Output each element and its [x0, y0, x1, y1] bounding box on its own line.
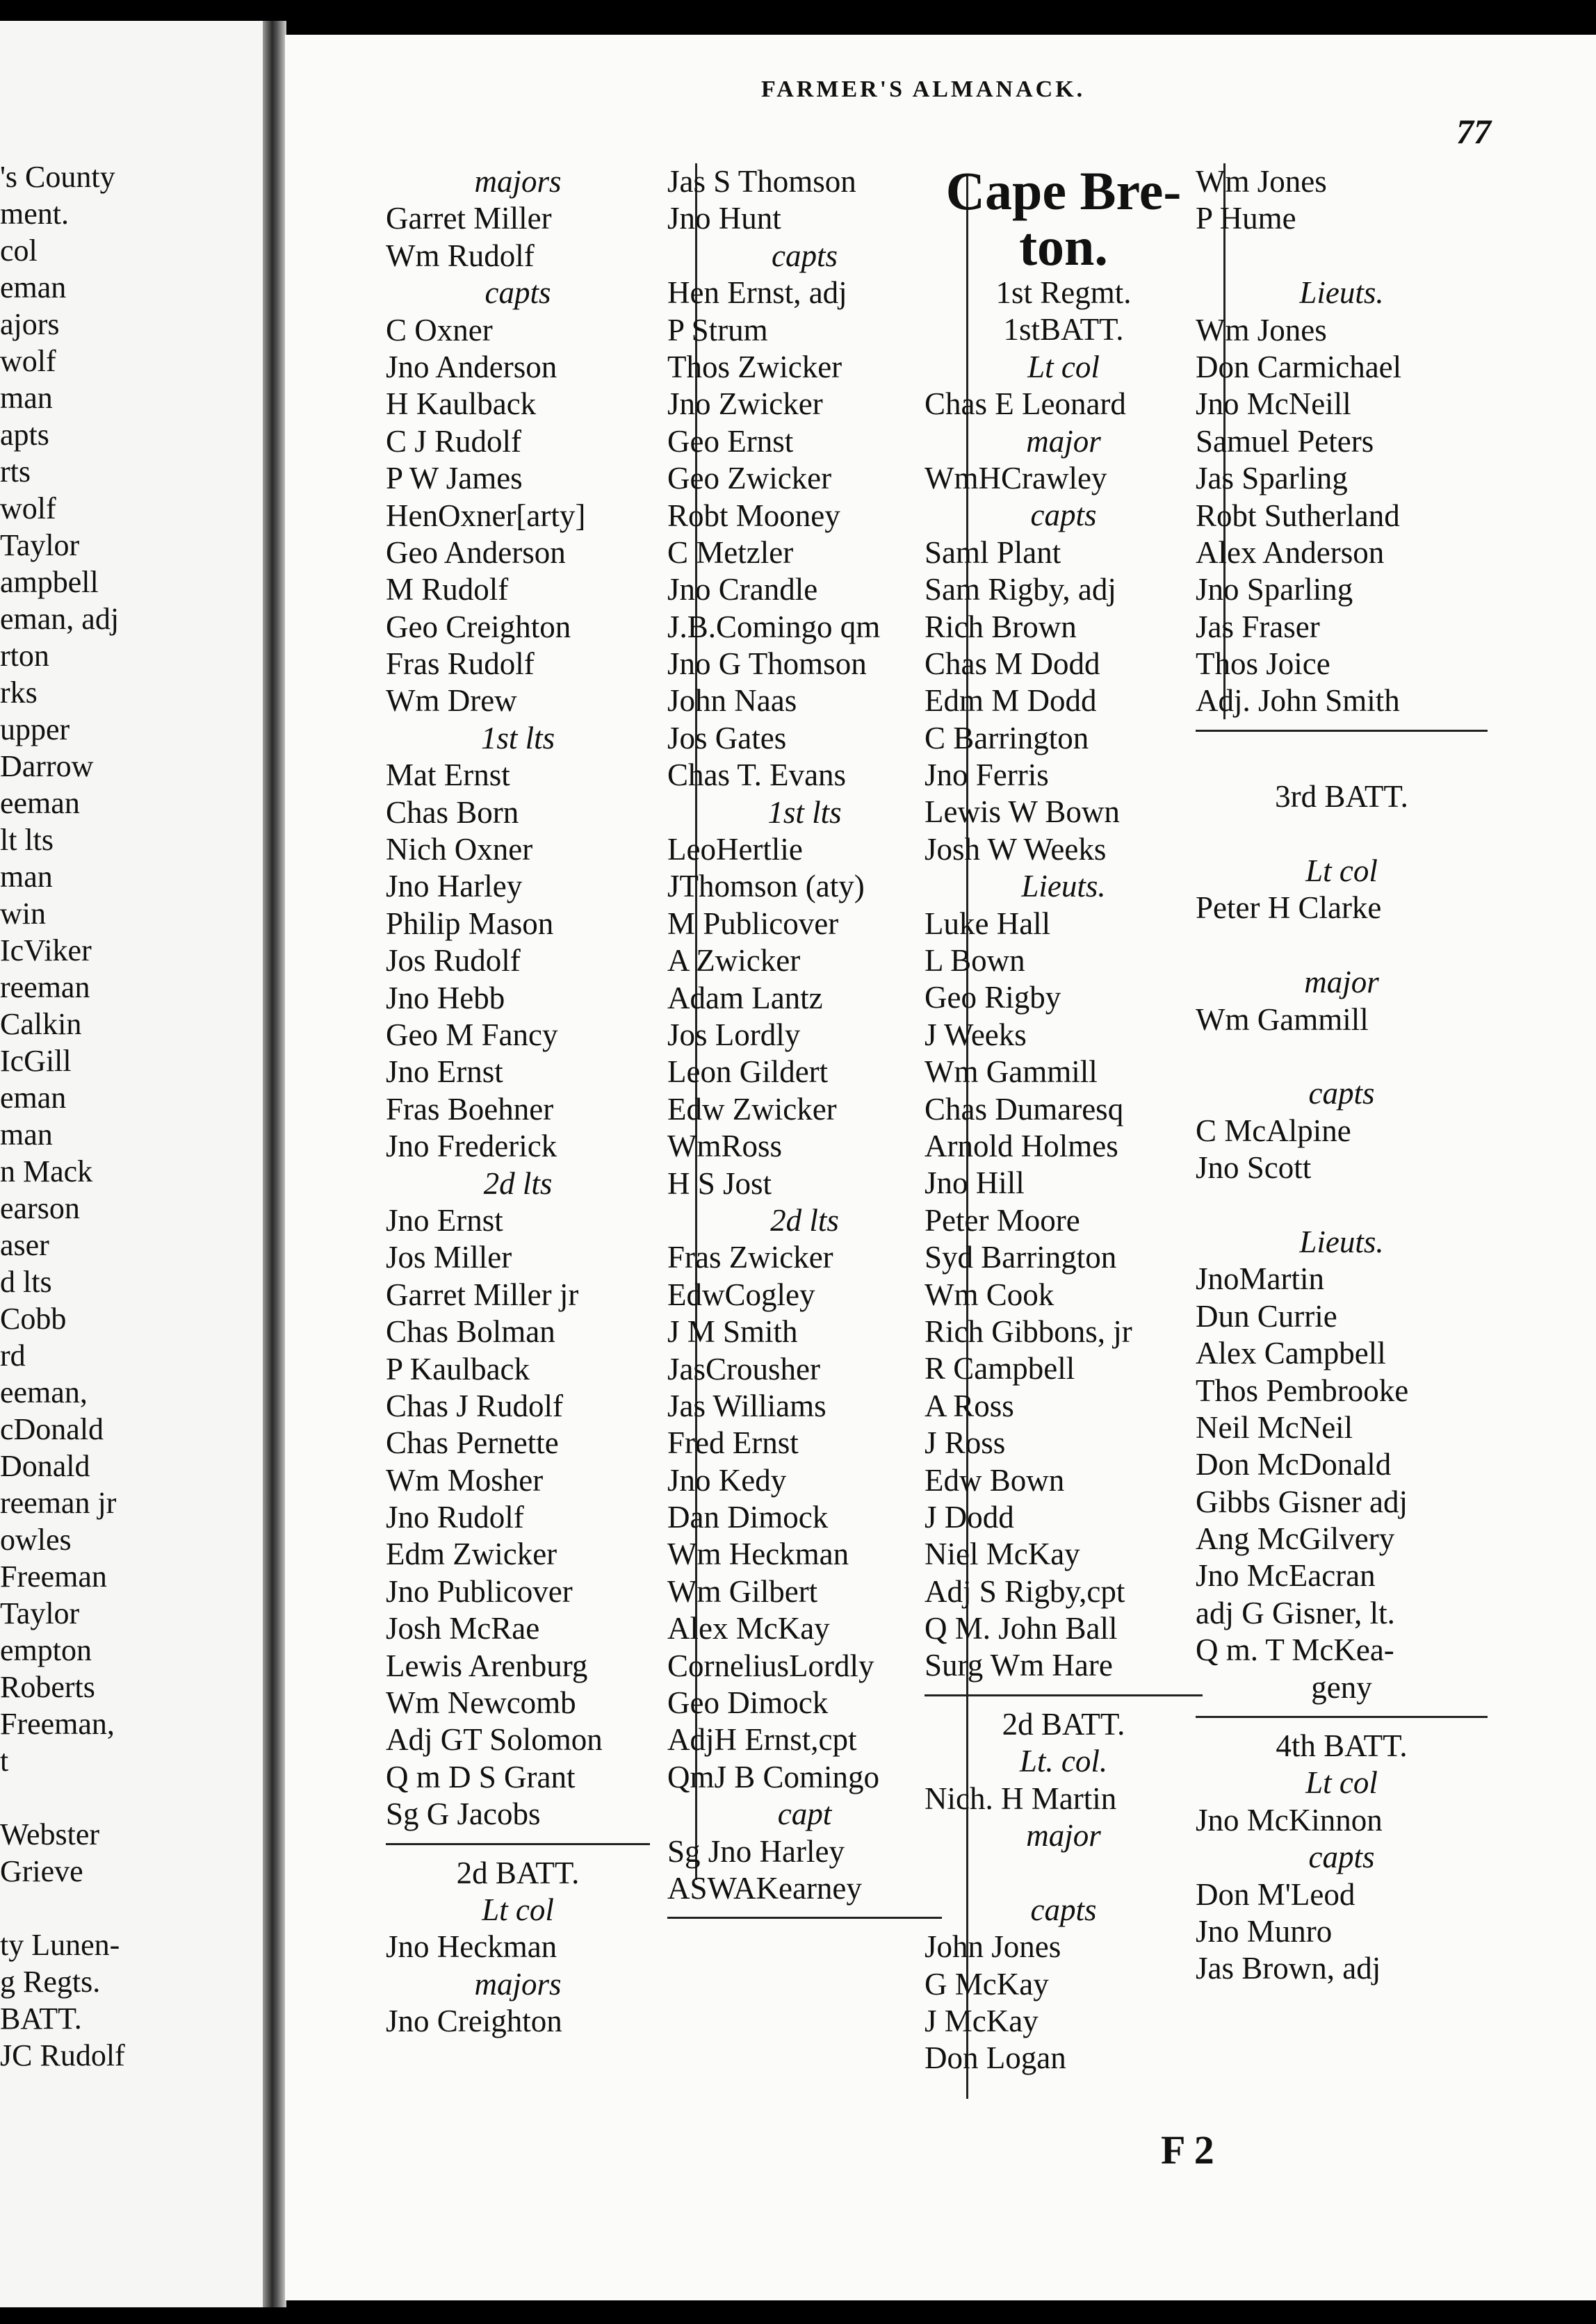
roster-line	[1196, 742, 1488, 778]
roster-line: Cape Bre-	[945, 161, 1182, 221]
roster-line: LeoHertlie	[667, 832, 803, 867]
roster-line: Jno Harley	[386, 869, 523, 904]
roster-line: Lt col	[1305, 853, 1378, 889]
roster-line: Alex McKay	[667, 1611, 830, 1646]
roster-line: Don McDonald	[1196, 1447, 1392, 1482]
roster-line: capts	[1308, 1076, 1375, 1111]
roster-line: Jno Ernst	[386, 1054, 503, 1090]
roster-line: Lieuts.	[1299, 275, 1384, 311]
section-rule	[667, 1917, 942, 1919]
roster-line: Jas Brown, adj	[1196, 1951, 1381, 1986]
roster-line: C Barrington	[925, 720, 1089, 755]
roster-line: Jno Frederick	[386, 1129, 557, 1164]
roster-line: WmHCrawley	[925, 460, 1107, 496]
roster-line: Jno Sparling	[1196, 572, 1353, 607]
roster-line: CorneliusLordly	[667, 1648, 874, 1683]
roster-line: ASWAKearney	[667, 1870, 862, 1906]
roster-line: 1st Regmt.	[995, 275, 1132, 310]
section-rule	[1196, 1716, 1488, 1718]
left-page-line: n Mack	[0, 1154, 93, 1188]
roster-line: Thos Zwicker	[667, 349, 842, 384]
left-page-line: apts	[0, 418, 49, 452]
roster-line: P Hume	[1196, 201, 1296, 236]
section-rule	[386, 1843, 650, 1845]
left-page-line: owles	[0, 1523, 72, 1557]
roster-line: Jno G Thomson	[667, 646, 867, 682]
roster-line: Edw Zwicker	[667, 1091, 837, 1127]
left-page-line: g Regts.	[0, 1965, 101, 1999]
roster-line: Fras Boehner	[386, 1091, 554, 1127]
roster-line: Chas T. Evans	[667, 758, 847, 793]
roster-line: J Ross	[925, 1425, 1006, 1461]
roster-line: capts	[1030, 1892, 1097, 1927]
left-page-line: Donald	[0, 1449, 90, 1483]
roster-line: Adj GT Solomon	[386, 1722, 603, 1758]
roster-line: L Bown	[925, 943, 1025, 979]
roster-line: Syd Barrington	[925, 1240, 1117, 1275]
roster-line: J M Smith	[667, 1314, 798, 1350]
roster-line: Jno McEacran	[1196, 1558, 1376, 1594]
roster-line: Jno Rudolf	[386, 1500, 524, 1535]
roster-line: Geo Anderson	[386, 534, 566, 570]
roster-line: A Zwicker	[667, 943, 801, 979]
roster-line: John Jones	[925, 1929, 1061, 1965]
roster-line	[925, 1854, 1203, 1891]
roster-line: Sg G Jacobs	[386, 1797, 541, 1832]
roster-line: 2d BATT.	[1002, 1706, 1125, 1742]
column-4	[1196, 163, 1488, 1988]
roster-line: EdwCogley	[667, 1277, 815, 1312]
roster-line: J Dodd	[925, 1499, 1014, 1535]
roster-line: Wm Cook	[925, 1277, 1054, 1312]
roster-line: Jos Miller	[386, 1240, 512, 1275]
roster-line: Nich Oxner	[386, 832, 533, 867]
roster-line: Adj S Rigby,cpt	[925, 1573, 1125, 1609]
roster-line: WmRoss	[667, 1129, 783, 1164]
roster-line: J Weeks	[925, 1017, 1027, 1052]
left-page-line: ampbell	[0, 565, 99, 599]
roster-line: Saml Plant	[925, 534, 1061, 570]
roster-line: Wm Jones	[1196, 312, 1327, 347]
roster-line: Niel McKay	[925, 1537, 1080, 1572]
roster-line: Q m. T McKea-	[1196, 1632, 1394, 1668]
left-page-line: eeman,	[0, 1375, 88, 1409]
left-page-line: upper	[0, 712, 70, 746]
roster-line: R Campbell	[925, 1351, 1075, 1386]
left-page-line: ty Lunen-	[0, 1928, 120, 1962]
roster-line: Lewis W Bown	[925, 794, 1120, 830]
roster-line: H Kaulback	[386, 386, 537, 422]
roster-line: P Kaulback	[386, 1351, 530, 1386]
left-page-line: reeman jr	[0, 1486, 117, 1520]
roster-line: Arnold Holmes	[925, 1128, 1118, 1163]
left-page-line: d lts	[0, 1265, 52, 1299]
left-page-line: ajors	[0, 307, 60, 341]
roster-line: 3rd BATT.	[1275, 779, 1408, 815]
page-number: 77	[1456, 112, 1491, 151]
roster-line: Don Logan	[925, 2040, 1066, 2076]
left-page-line: IcGill	[0, 1044, 72, 1078]
roster-line: Geo Rigby	[925, 980, 1061, 1015]
roster-line: capts	[772, 238, 838, 273]
roster-line: major	[1304, 965, 1379, 1000]
roster-line: Edm Zwicker	[386, 1537, 557, 1572]
roster-line: J.B.Comingo qm	[667, 609, 881, 644]
roster-line: Jas Williams	[667, 1388, 826, 1423]
left-page-line: rks	[0, 676, 38, 710]
roster-line: C J Rudolf	[386, 423, 522, 459]
roster-line: Jas S Thomson	[667, 164, 856, 199]
roster-line: Sg Jno Harley	[667, 1833, 845, 1869]
roster-line: P W James	[386, 461, 523, 496]
left-page-line: col	[0, 234, 38, 268]
left-page-line: cDonald	[0, 1412, 104, 1446]
book-gutter	[263, 21, 286, 2307]
column-1	[386, 163, 650, 2040]
roster-line: Don Carmichael	[1196, 349, 1402, 384]
roster-line: adj G Gisner, lt.	[1196, 1595, 1395, 1630]
roster-line: Chas E Leonard	[925, 386, 1126, 422]
left-page-line: Taylor	[0, 1596, 80, 1630]
roster-line: Josh W Weeks	[925, 831, 1107, 867]
roster-line: Jno McKinnon	[1196, 1802, 1383, 1838]
roster-line: Q M. John Ball	[925, 1611, 1118, 1646]
roster-line: A Ross	[925, 1388, 1014, 1423]
roster-line: Gibbs Gisner adj	[1196, 1484, 1408, 1519]
left-page-line: Calkin	[0, 1007, 82, 1041]
roster-line: Robt Mooney	[667, 498, 840, 533]
roster-line: 1st lts	[480, 720, 555, 755]
roster-line: Jno Munro	[1196, 1913, 1333, 1949]
roster-line: Lt col	[1305, 1765, 1378, 1801]
left-page-line: aser	[0, 1228, 49, 1262]
roster-line: Surg Wm Hare	[925, 1648, 1113, 1683]
roster-line: AdjH Ernst,cpt	[667, 1722, 857, 1758]
roster-line: Jno Ferris	[925, 758, 1049, 793]
roster-line: Alex Anderson	[1196, 534, 1385, 570]
roster-line: Wm Jones	[1196, 164, 1327, 199]
roster-line	[1196, 1038, 1488, 1075]
roster-line: Luke Hall	[925, 906, 1051, 941]
left-page-line: IcViker	[0, 933, 92, 967]
roster-line: Jno Zwicker	[667, 386, 823, 422]
left-page-line: Roberts	[0, 1670, 95, 1704]
roster-line: C Oxner	[386, 312, 493, 347]
roster-line: Don M'Leod	[1196, 1876, 1355, 1912]
roster-line: JnoMartin	[1196, 1261, 1324, 1297]
left-page	[0, 21, 264, 2307]
left-page-line: 's County	[0, 160, 115, 194]
roster-line: Q m D S Grant	[386, 1759, 576, 1794]
roster-line: J McKay	[925, 2003, 1039, 2038]
left-page-line: BATT.	[0, 2002, 82, 2036]
roster-line: 2d BATT.	[456, 1855, 580, 1890]
roster-line: Geo M Fancy	[386, 1017, 558, 1052]
roster-line: Thos Pembrooke	[1196, 1373, 1409, 1408]
roster-line: Ang McGilvery	[1196, 1521, 1395, 1557]
roster-line: JThomson (aty)	[667, 869, 865, 904]
roster-line: Nich. H Martin	[925, 1781, 1117, 1816]
roster-line: 2d lts	[770, 1202, 839, 1238]
left-page-line: eman	[0, 1081, 67, 1115]
roster-line: Jno Hill	[925, 1165, 1025, 1201]
section-rule	[925, 1694, 1203, 1696]
left-page-line: Taylor	[0, 528, 80, 562]
roster-line: 2d lts	[483, 1165, 553, 1201]
left-page-line: t	[0, 1744, 9, 1778]
roster-line: capt	[777, 1797, 832, 1832]
left-page-line: man	[0, 381, 53, 415]
signature-mark: F 2	[1161, 2127, 1214, 2172]
roster-line: geny	[1311, 1669, 1372, 1705]
roster-line: Garret Miller	[386, 201, 552, 236]
roster-line: Rich Gibbons, jr	[925, 1314, 1132, 1349]
left-page-line: empton	[0, 1633, 92, 1667]
roster-line: HenOxner[arty]	[386, 498, 586, 533]
left-page-line: Darrow	[0, 749, 94, 783]
roster-line: Jno Scott	[1196, 1150, 1312, 1186]
left-page-line: eman, adj	[0, 602, 120, 636]
roster-line: H S Jost	[667, 1165, 772, 1201]
roster-line: Adj. John Smith	[1196, 683, 1400, 719]
roster-line	[1196, 1187, 1488, 1224]
roster-line: Philip Mason	[386, 906, 554, 941]
roster-line: 4th BATT.	[1276, 1728, 1408, 1764]
column-3	[925, 163, 1203, 2077]
roster-line: Lewis Arenburg	[386, 1648, 588, 1683]
roster-line: Rich Brown	[925, 609, 1077, 644]
roster-line: Josh McRae	[386, 1611, 540, 1646]
roster-line: Edm M Dodd	[925, 683, 1097, 719]
roster-line: Sam Rigby, adj	[925, 572, 1116, 607]
left-page-line: Freeman	[0, 1560, 107, 1594]
roster-line: Jno Heckman	[386, 1929, 557, 1965]
roster-line: capts	[1308, 1840, 1375, 1875]
roster-line: Neil McNeil	[1196, 1409, 1353, 1445]
roster-line: Chas Bolman	[386, 1314, 555, 1350]
left-page-line: earson	[0, 1191, 80, 1225]
left-page-line: win	[0, 897, 46, 931]
roster-line: capts	[1030, 498, 1097, 533]
left-page-line: eman	[0, 270, 67, 304]
running-header: FARMER'S ALMANACK.	[761, 76, 1086, 102]
roster-line: capts	[484, 275, 551, 311]
roster-line: Wm Mosher	[386, 1462, 544, 1498]
roster-line: 1st lts	[767, 794, 842, 830]
left-page-line: Grieve	[0, 1854, 83, 1888]
roster-line	[1196, 927, 1488, 964]
roster-line: 1stBATT.	[1003, 312, 1124, 347]
roster-line: Wm Gammill	[1196, 1001, 1369, 1037]
roster-line: majors	[474, 164, 562, 199]
roster-line: Peter Moore	[925, 1202, 1080, 1238]
left-page-line: Webster	[0, 1817, 100, 1851]
roster-line: Jno Hunt	[667, 201, 781, 236]
roster-line: P Strum	[667, 312, 768, 347]
roster-line: Leon Gildert	[667, 1054, 829, 1090]
roster-line: Wm Gammill	[925, 1054, 1098, 1090]
roster-line: M Rudolf	[386, 572, 509, 607]
roster-line: Alex Campbell	[1196, 1336, 1386, 1371]
roster-line: Jno McNeill	[1196, 386, 1351, 422]
roster-line: Chas Pernette	[386, 1425, 559, 1461]
roster-line: Geo Ernst	[667, 423, 794, 459]
roster-line: Lt col	[1027, 349, 1100, 384]
roster-line: major	[1026, 1818, 1101, 1854]
roster-line: Samuel Peters	[1196, 423, 1374, 459]
roster-line: Wm Heckman	[667, 1537, 849, 1572]
roster-line: Peter H Clarke	[1196, 890, 1382, 926]
roster-line: John Naas	[667, 683, 797, 719]
roster-line: Dan Dimock	[667, 1500, 829, 1535]
roster-line: Chas Dumaresq	[925, 1091, 1124, 1127]
roster-line: Jno Crandle	[667, 572, 818, 607]
section-rule	[1196, 730, 1488, 732]
roster-line: Chas M Dodd	[925, 646, 1100, 681]
roster-line: Jno Ernst	[386, 1202, 503, 1238]
roster-line: Jno Creighton	[386, 2004, 562, 2039]
roster-line: Jno Hebb	[386, 980, 505, 1015]
roster-line: Wm Rudolf	[386, 238, 535, 273]
roster-line: Lt. col.	[1019, 1744, 1108, 1779]
roster-line: Fred Ernst	[667, 1425, 799, 1461]
left-page-line: JC Rudolf	[0, 2038, 125, 2072]
roster-line: G McKay	[925, 1966, 1049, 2002]
left-page-line: rton	[0, 639, 49, 673]
left-page-line: wolf	[0, 344, 56, 378]
roster-line: ton.	[1019, 216, 1108, 277]
roster-line: Chas Born	[386, 794, 519, 830]
roster-line: M Publicover	[667, 906, 839, 941]
roster-line: Wm Drew	[386, 683, 517, 719]
roster-line: Jas Fraser	[1196, 609, 1320, 644]
left-page-line: rts	[0, 455, 31, 489]
roster-line: Wm Gilbert	[667, 1573, 818, 1609]
left-page-line: wolf	[0, 491, 56, 525]
roster-line: Jos Rudolf	[386, 943, 521, 979]
roster-line: Jno Kedy	[667, 1462, 787, 1498]
roster-line: Mat Ernst	[386, 758, 510, 793]
left-page-line: eeman	[0, 786, 80, 820]
left-page-line: lt lts	[0, 823, 54, 857]
roster-line: Geo Dimock	[667, 1685, 829, 1721]
roster-line: majors	[474, 1966, 562, 2002]
roster-line: Fras Zwicker	[667, 1240, 833, 1275]
roster-line: Lt col	[482, 1892, 554, 1927]
roster-line: Lieuts.	[1299, 1224, 1384, 1259]
roster-line: C McAlpine	[1196, 1113, 1351, 1148]
roster-line: Fras Rudolf	[386, 646, 535, 682]
roster-line: Geo Creighton	[386, 609, 571, 644]
roster-line: Lieuts.	[1021, 869, 1106, 904]
left-page-line: rd	[0, 1339, 26, 1373]
left-page-line: man	[0, 1118, 53, 1152]
roster-line: Jos Lordly	[667, 1017, 801, 1052]
left-page-line: Freeman,	[0, 1707, 115, 1741]
roster-line: Chas J Rudolf	[386, 1388, 564, 1423]
roster-line: Jno Anderson	[386, 349, 557, 384]
column-2	[667, 163, 942, 1929]
roster-line: Garret Miller jr	[386, 1277, 579, 1312]
roster-line: Robt Sutherland	[1196, 498, 1400, 533]
roster-line: QmJ B Comingo	[667, 1759, 880, 1794]
roster-line: major	[1026, 423, 1101, 459]
roster-line: Jno Publicover	[386, 1573, 573, 1609]
roster-line: JasCrousher	[667, 1351, 820, 1386]
roster-line: Edw Bown	[925, 1462, 1065, 1498]
roster-line: Jos Gates	[667, 720, 787, 755]
roster-line: Hen Ernst, adj	[667, 275, 847, 311]
left-page-line: man	[0, 860, 53, 894]
roster-line	[1196, 816, 1488, 853]
roster-line: Geo Zwicker	[667, 461, 832, 496]
roster-line: Thos Joice	[1196, 646, 1330, 682]
left-page-line: Cobb	[0, 1302, 67, 1336]
roster-line: Dun Currie	[1196, 1298, 1337, 1334]
roster-line: Adam Lantz	[667, 980, 823, 1015]
roster-line: Jas Sparling	[1196, 461, 1348, 496]
roster-line	[1196, 238, 1488, 275]
left-page-line: ment.	[0, 197, 69, 231]
left-page-line: reeman	[0, 970, 90, 1004]
roster-line: C Metzler	[667, 534, 794, 570]
roster-line: Wm Newcomb	[386, 1685, 576, 1721]
